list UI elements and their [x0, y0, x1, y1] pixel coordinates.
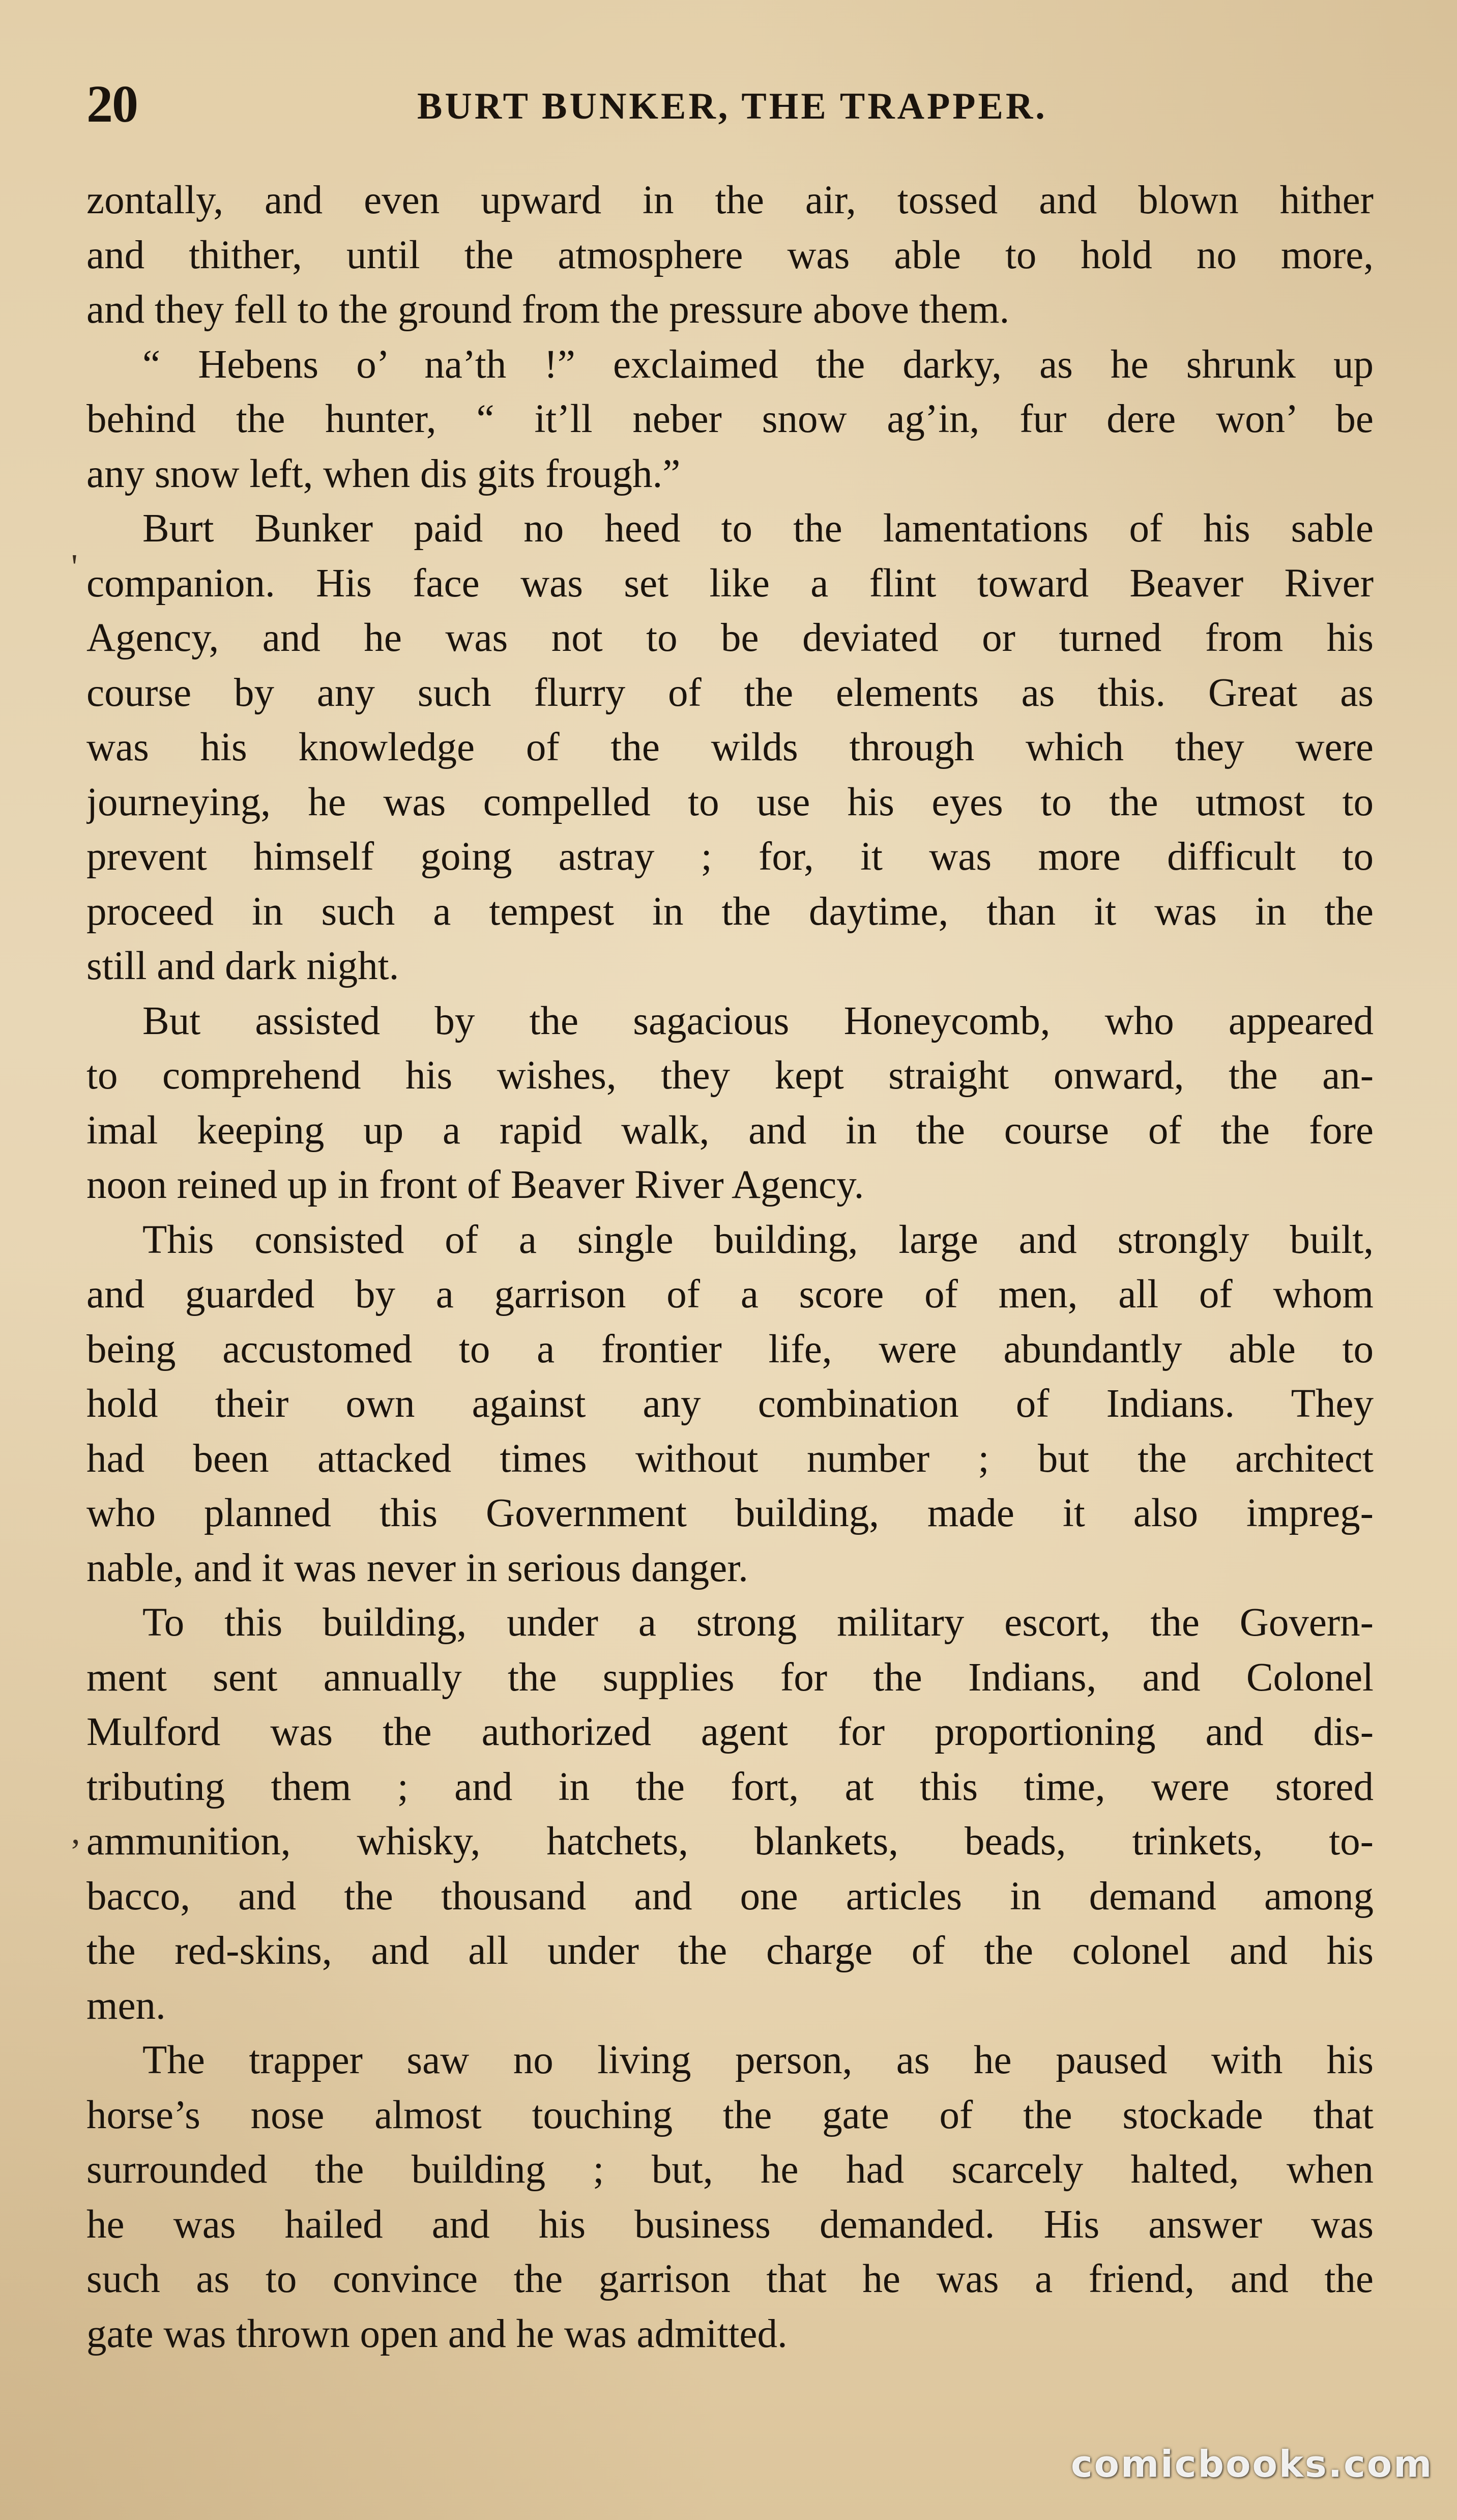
text-line: surrounded the building ; but, he had scarcely halted, when: [86, 2147, 1374, 2192]
text-line: the red-skins, and all under the charge of the colonel and his: [86, 1929, 1374, 1973]
text-line: had been attacked times without number ; but the architect: [86, 1436, 1374, 1481]
text-line: tributing them ; and in the fort, at this time, were stored: [86, 1764, 1374, 1809]
text-line: to comprehend his wishes, they kept straight onward, the an-: [86, 1053, 1374, 1098]
text-line: horse’s nose almost touching the gate of the stockade that: [86, 2093, 1374, 2137]
text-line: was his knowledge of the wilds through which they were: [86, 725, 1374, 769]
text-line: The trapper saw no living person, as he paused with his: [142, 2038, 1374, 2082]
text-line: and guarded by a garrison of a score of men, all of whom: [86, 1272, 1374, 1316]
text-line: noon reined up in front of Beaver River Agency.: [86, 1163, 864, 1207]
text-line: imal keeping up a rapid walk, and in the course of the fore: [86, 1108, 1374, 1153]
text-line: “ Hebens o’ na’th !” exclaimed the darky, as he shrunk up: [142, 342, 1374, 387]
text-line: bacco, and the thousand and one articles in demand among: [86, 1874, 1374, 1918]
text-line: any snow left, when dis gits frough.”: [86, 451, 681, 496]
text-line: Agency, and he was not to be deviated or turned from his: [86, 616, 1374, 660]
text-line: To this building, under a strong military escort, the Govern-: [142, 1600, 1374, 1645]
text-line: and thither, until the atmosphere was able to hold no more,: [86, 233, 1374, 277]
running-head: BURT BUNKER, THE TRAPPER.: [417, 85, 1047, 127]
text-line: zontally, and even upward in the air, tossed and blown hither: [86, 178, 1374, 222]
text-line: This consisted of a single building, large and strongly built,: [142, 1217, 1374, 1262]
body-text: [86, 173, 1374, 2361]
text-line: hold their own against any combination of Indians. They: [86, 1382, 1374, 1426]
stray-ink-mark: ': [71, 548, 78, 587]
text-line: ment sent annually the supplies for the Indians, and Colonel: [86, 1655, 1374, 1700]
watermark: comicbooks.com: [1071, 2443, 1434, 2485]
text-line: proceed in such a tempest in the daytime, than it was in the: [86, 889, 1374, 934]
page-number: 20: [86, 75, 137, 133]
text-line: Mulford was the authorized agent for proportioning and dis-: [86, 1710, 1374, 1754]
stray-ink-mark: ,: [71, 1812, 80, 1851]
text-line: prevent himself going astray ; for, it was more difficult to: [86, 835, 1374, 879]
text-line: behind the hunter, “ it’ll neber snow ag’in, fur dere won’ be: [86, 397, 1374, 441]
text-line: But assisted by the sagacious Honeycomb, who appeared: [142, 998, 1374, 1043]
text-line: being accustomed to a frontier life, were abundantly able to: [86, 1327, 1374, 1371]
text-line: still and dark night.: [86, 944, 399, 988]
text-line: men.: [86, 1983, 166, 2028]
text-line: journeying, he was compelled to use his eyes to the utmost to: [86, 780, 1374, 824]
text-line: gate was thrown open and he was admitted.: [86, 2311, 788, 2356]
text-line: who planned this Government building, made it also impreg-: [86, 1491, 1374, 1535]
text-line: ammunition, whisky, hatchets, blankets, beads, trinkets, to-: [86, 1819, 1374, 1864]
text-line: such as to convince the garrison that he was a friend, and the: [86, 2257, 1374, 2301]
text-line: companion. His face was set like a flint toward Beaver River: [86, 561, 1374, 606]
text-line: he was hailed and his business demanded. His answer was: [86, 2202, 1374, 2247]
text-line: Burt Bunker paid no heed to the lamentations of his sable: [142, 506, 1374, 551]
text-line: course by any such flurry of the elements as this. Great as: [86, 670, 1374, 715]
page-header: [86, 71, 1374, 137]
text-line: and they fell to the ground from the pressure above them.: [86, 288, 1010, 332]
text-line: nable, and it was never in serious danger.: [86, 1545, 748, 1590]
